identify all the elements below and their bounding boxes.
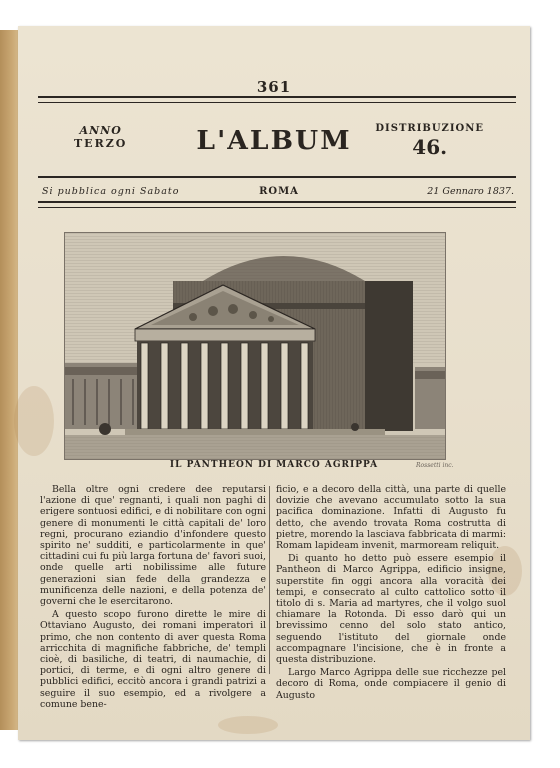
anno-label: ANNO xyxy=(79,124,122,137)
illustration-caption: IL PANTHEON DI MARCO AGRIPPA xyxy=(169,460,379,470)
publication-date: 21 Gennaro 1837. xyxy=(427,186,514,197)
masthead-rule xyxy=(38,176,516,178)
publication-frequency: Si pubblica ogni Sabato xyxy=(42,186,180,197)
anno-value: TERZO xyxy=(74,137,128,150)
issue-info xyxy=(375,122,484,159)
engraver-signature: Rossetti inc. xyxy=(416,462,454,469)
masthead-bottom-rule xyxy=(38,201,516,208)
issue-number: 46. xyxy=(412,135,448,159)
paper-stain xyxy=(14,386,54,456)
publication-city: ROMA xyxy=(259,186,299,197)
pantheon-engraving xyxy=(64,232,446,460)
article-left-column xyxy=(40,484,266,710)
page-number: 361 xyxy=(256,78,292,96)
article-paragraph: A questo scopo furono dirette le mire di Ottaviano Augusto, dei romani imperatori il primo, che non contento di aver questa Roma arricchita di magnifiche fabbriche, de' templi cioè, di basiliche, di teatri, di naumachie, di portici, di terme, e di ogni altro genere di pubblici edifici, eccitò ancora i grandi patrizi a seguire il suo esempio, ed a rivolgere a comune bene- xyxy=(40,609,266,710)
masthead-top-rule xyxy=(38,96,516,103)
publication-line xyxy=(40,186,518,200)
newspaper-page xyxy=(18,26,530,740)
column-divider xyxy=(269,486,270,674)
newspaper-title: L'ALBUM xyxy=(196,126,352,156)
article-paragraph: ficio, e a decoro della città, una parte di quelle dovizie che avevano accumulato sotto la sua pacifica dominazione. Infatti di Augusto fu detto, che avendo trovata Roma costrutta di pietre, morendo la lasciava fabbricata di marmi: Romam lapideam invenit, marmoream reliquit. xyxy=(276,484,506,552)
pantheon-illustration xyxy=(65,233,445,459)
paper-stain xyxy=(218,716,278,734)
distribuzione-label: DISTRIBUZIONE xyxy=(375,123,484,134)
article-paragraph: Largo Marco Agrippa delle sue ricchezze pel decoro di Roma, onde compiacere il genio di Augusto xyxy=(276,667,506,701)
article-paragraph: Di quanto ho detto può essere esempio il Pantheon di Marco Agrippa, edificio insigne, superstite fin oggi ancora alla voracità dei tempi, e consecrato al culto cattolico sotto il titolo di s. Maria ad martyres, che il volgo suol chiamare la Rotonda. Di esso darò qui un brevissimo cenno del solo stato antico, seguendo l'istituto del giornale onde accompagnare l'incisione, che è in fronte a questa distribuzione. xyxy=(276,553,506,666)
article-paragraph: Bella oltre ogni credere dee reputarsi l'azione di que' regnanti, i quali non paghi di erigere sontuosi edifici, e di nobilitare con ogni genere di monumenti le città capitali de' loro regni, procurano eziandio d'infondere questo spirito ne' sudditi, e particolarmente in que' cittadini cui fu più larga fortuna de' favori suoi, onde quelle arti nobilissime alle future generazioni sian fede della grandezza e munificenza delle nazioni, e della potenza de' governi che le esercitarono. xyxy=(40,484,266,608)
article-right-column xyxy=(276,484,506,701)
